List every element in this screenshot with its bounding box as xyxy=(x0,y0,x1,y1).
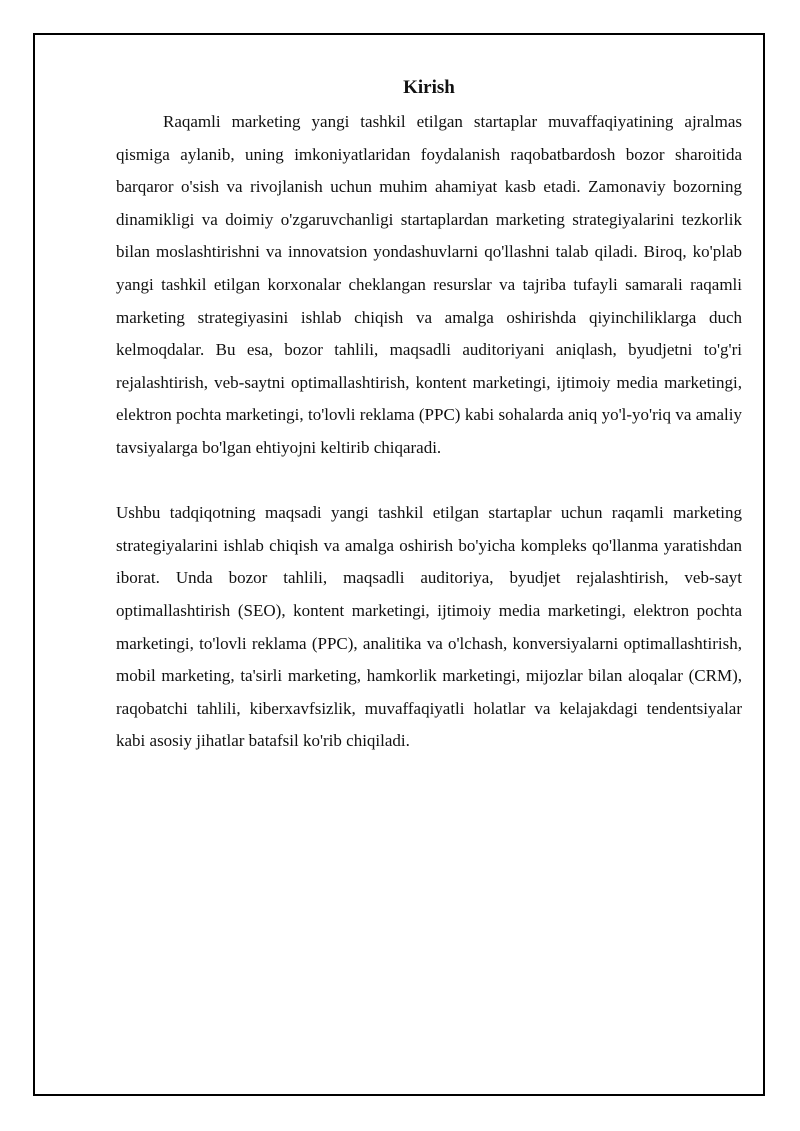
paragraph-research-goal: Ushbu tadqiqotning maqsadi yangi tashkil etilgan startaplar uchun raqamli marketing strategiyalarini ishlab chiqish va amalga oshirish bo'yicha kompleks qo'llanma yaratishdan iborat. Unda bozor tahlili, maqsadli auditoriya, byudjet rejalashtirish, veb-sayt optimallashtirish (SEO), kontent marketingi, ijtimoiy media marketingi, elektron pochta marketingi, to'lovli reklama (PPC), analitika va o'lchash, konversiyalarni optimallashtirish, mobil marketing, ta'sirli marketing, hamkorlik marketingi, mijozlar bilan aloqalar (CRM), raqobatchi tahlili, kiberxavfsizlik, muvaffaqiyatli holatlar va kelajakdagi tendentsiyalar kabi asosiy jihatlar batafsil ko'rib chiqiladi. xyxy=(116,503,742,751)
document-body xyxy=(116,72,742,758)
paragraph-spacer xyxy=(116,465,742,498)
paragraph-introduction: Raqamli marketing yangi tashkil etilgan startaplar muvaffaqiyatining ajralmas qismiga aylanib, uning imkoniyatlaridan foydalanish raqobatbardosh bozor sharoitida barqaror o'sish va rivojlanish uchun muhim ahamiyat kasb etadi. Zamonaviy bozorning dinamikligi va doimiy o'zgaruvchanligi startaplardan marketing strategiyalarini tezkorlik bilan moslashtirishni va innovatsion yondashuvlarni qo'llashni talab qiladi. Biroq, ko'plab yangi tashkil etilgan korxonalar cheklangan resurslar va tajriba tufayli samarali raqamli marketing strategiyasini ishlab chiqish va amalga oshirishda qiyinchiliklarga duch kelmoqdalar. Bu esa, bozor tahlili, maqsadli auditoriyani aniqlash, byudjetni to'g'ri rejalashtirish, veb-saytni optimallashtirish, kontent marketingi, ijtimoiy media marketingi, elektron pochta marketingi, to'lovli reklama (PPC) kabi sohalarda aniq yo'l-yo'riq va amaliy tavsiyalarga bo'lgan ehtiyojni keltirib chiqaradi. xyxy=(116,112,742,457)
section-title: Kirish xyxy=(403,77,455,98)
